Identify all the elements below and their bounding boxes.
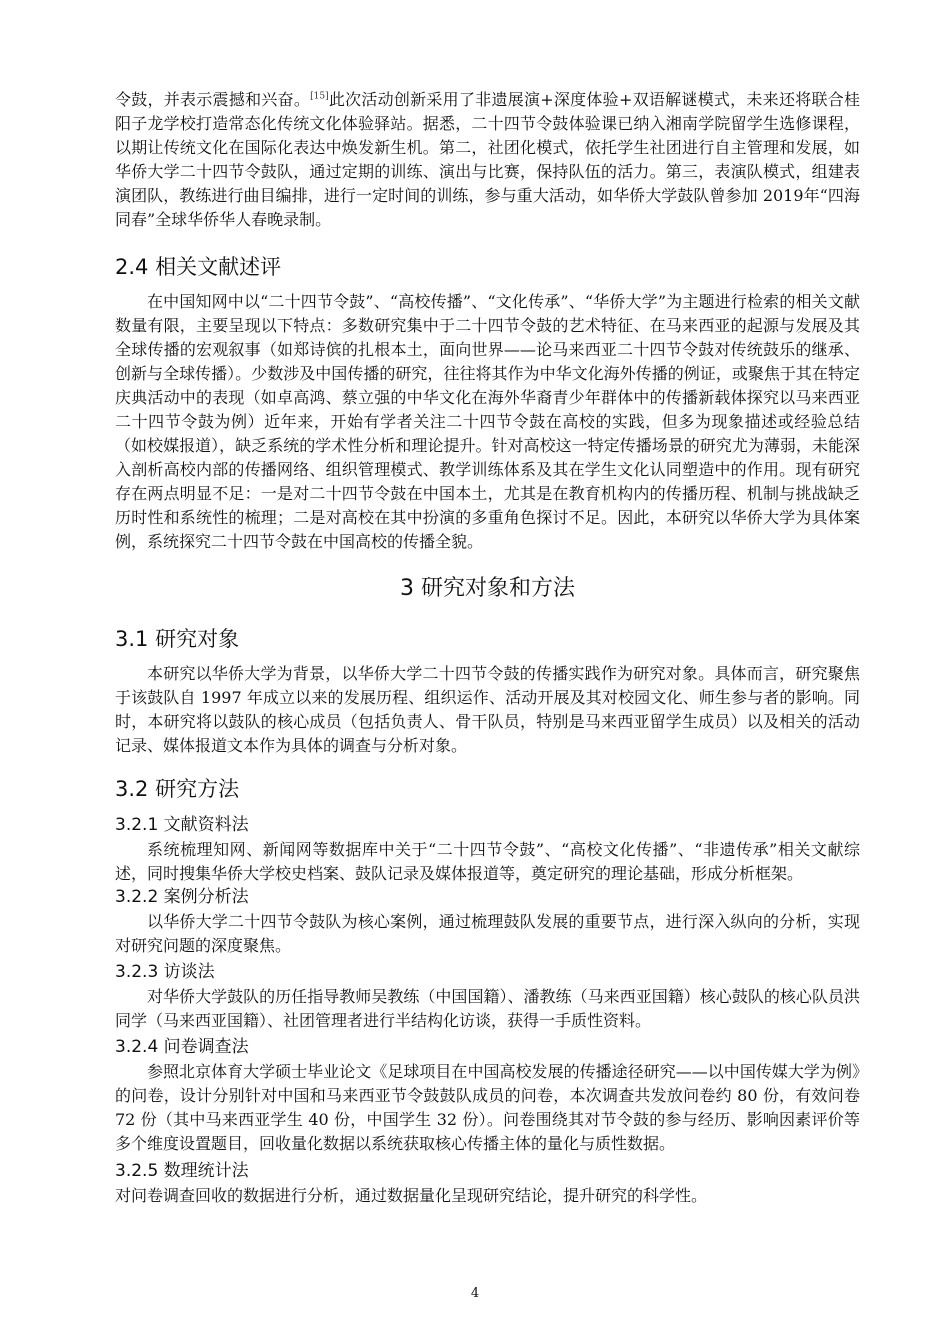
subsection-3-2-5-paragraph: 对问卷调查回收的数据进行分析，通过数据量化呈现研究结论，提升研究的科学性。: [115, 1186, 708, 1205]
subsection-3-2-2-paragraph: 以华侨大学二十四节令鼓队为核心案例，通过梳理鼓队发展的重要节点，进行深入纵向的分析，实现对研究问题的深度聚焦。: [115, 912, 860, 955]
subsection-heading-3-2-3: 3.2.3 访谈法: [115, 962, 215, 982]
section-heading-2-4: 2.4 相关文献述评: [115, 255, 282, 279]
section-heading-3-2: 3.2 研究方法: [115, 777, 240, 801]
citation-marker: [15]: [310, 91, 329, 102]
section-2-4-paragraph: 在中国知网中以“二十四节令鼓”、“高校传播”、“文化传承”、“华侨大学”为主题进行检索的相关文献数量有限，主要呈现以下特点：多数研究集中于二十四节令鼓的艺术特征、在马来西亚的起源与发展及其全球传播的宏观叙事（如郑诗傧的扎根本土，面向世界——论马来西亚二十四节令鼓对传统鼓乐的继承、创新与全球传播）。少数涉及中国传播的研究，往往将其作为中华文化海外传播的例证，或聚焦于其在特定庆典活动中的表现（如卓高鸿、蔡立强的中华文化在海外华裔青少年群体中的传播新载体探究以马来西亚二十四节令鼓为例）近年来，开始有学者关注二十四节令鼓在高校的实践，但多为现象描述或经验总结（如校媒报道），缺乏系统的学术性分析和理论提升。针对高校这一特定传播场景的研究尤为薄弱，未能深入剖析高校内部的传播网络、组织管理模式、教学训练体系及其在学生文化认同塑造中的作用。现有研究存在两点明显不足：一是对二十四节令鼓在中国本土，尤其是在教育机构内的传播历程、机制与挑战缺乏历时性和系统性的梳理；二是对高校在其中扮演的多重角色探讨不足。因此，本研究以华侨大学为具体案例，系统探究二十四节令鼓在中国高校的传播全貌。: [115, 292, 860, 551]
subsection-heading-3-2-5: 3.2.5 数理统计法: [115, 1161, 249, 1181]
subsection-3-2-3-paragraph: 对华侨大学鼓队的历任指导教师吴教练（中国国籍）、潘教练（马来西亚国籍）核心鼓队的核心队员洪同学（马来西亚国籍）、社团管理者进行半结构化访谈，获得一手质性资料。: [115, 987, 860, 1030]
subsection-3-2-1-paragraph: 系统梳理知网、新闻网等数据库中关于“二十四节令鼓”、“高校文化传播”、“非遗传承”相关文献综述，同时搜集华侨大学校史档案、鼓队记录及媒体报道等，奠定研究的理论基础，形成分析框架。: [115, 840, 860, 883]
intro-text-start: 令鼓，并表示震撼和兴奋。: [115, 90, 311, 109]
chapter-heading-3: 3 研究对象和方法: [400, 576, 575, 601]
intro-text-rest: 此次活动创新采用了非遗展演+深度体验+双语解谜模式，未来还将联合桂阳子龙学校打造常态化传统文化体验驿站。据悉，二十四节令鼓体验课已纳入湘南学院留学生选修课程，以期让传统文化在国际化表达中焕发新生机。第二，社团化模式，依托学生社团进行自主管理和发展，如华侨大学二十四节令鼓队，通过定期的训练、演出与比赛，保持队伍的活力。第三，表演队模式，组建表演团队，教练进行曲目编排，进行一定时间的训练，参与重大活动，如华侨大学鼓队曾参加 2019年“四海同春”全球华侨华人春晚录制。: [115, 90, 860, 229]
intro-paragraph: [115, 88, 860, 232]
subsection-3-2-4-paragraph: 参照北京体育大学硕士毕业论文《足球项目在中国高校发展的传播途径研究——以中国传媒大学为例》的问卷，设计分别针对中国和马来西亚节令鼓鼓队成员的问卷，本次调查共发放问卷约 80 份，有效问卷 72 份（其中马来西亚学生 40 份，中国学生 32 份）。问卷围绕其对节令鼓的参与经历、影响因素评价等多个维度设置题目，回收量化数据以系统获取核心传播主体的量化与质性数据。: [115, 1062, 860, 1153]
section-heading-3-1: 3.1 研究对象: [115, 627, 240, 651]
page-number: 4: [470, 1286, 480, 1301]
subsection-heading-3-2-2: 3.2.2 案例分析法: [115, 887, 249, 907]
section-3-1-paragraph: 本研究以华侨大学为背景，以华侨大学二十四节令鼓的传播实践作为研究对象。具体而言，研究聚焦于该鼓队自 1997 年成立以来的发展历程、组织运作、活动开展及其对校园文化、师生参与者的影响。同时，本研究将以鼓队的核心成员（包括负责人、骨干队员，特别是马来西亚留学生成员）以及相关的活动记录、媒体报道文本作为具体的调查与分析对象。: [115, 664, 860, 755]
subsection-heading-3-2-4: 3.2.4 问卷调查法: [115, 1037, 249, 1057]
subsection-heading-3-2-1: 3.2.1 文献资料法: [115, 815, 249, 835]
